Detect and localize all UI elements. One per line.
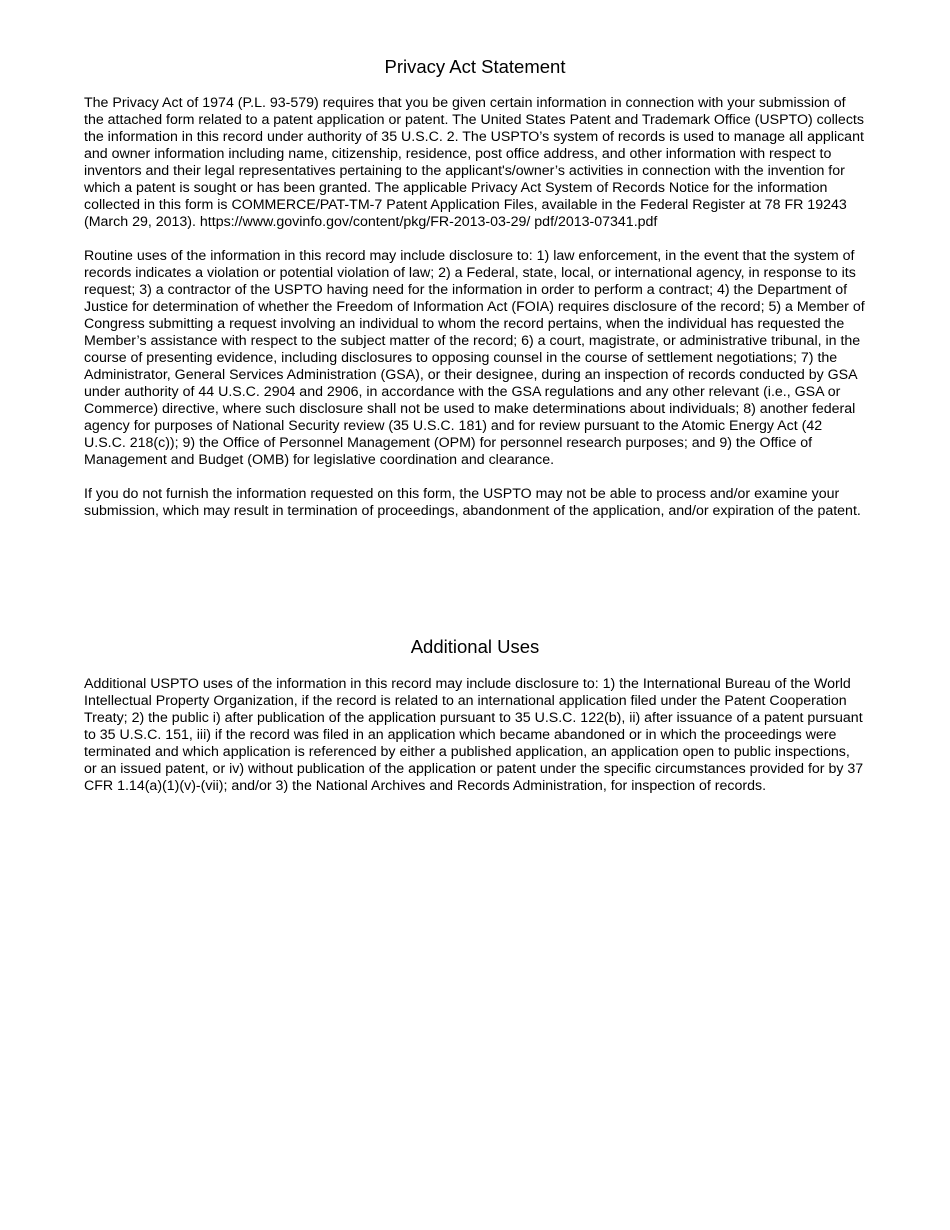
privacy-act-body: [84, 95, 866, 537]
privacy-paragraph-3: If you do not furnish the information requested on this form, the USPTO may not be able to process and/or examine your submission, which may result in termination of proceedings, abandonment of the application, and/or expiration of the patent.: [84, 486, 861, 519]
privacy-paragraph-2: Routine uses of the information in this record may include disclosure to: 1) law enforcement, in the event that the system of records indicates a violation or potential violation of law; 2) a Federal, state, local, or international agency, in response to its request; 3) a contractor of the USPTO having need for the information in order to perform a contract; 4) the Department of Justice for determination of whether the Freedom of Information Act (FOIA) requires disclosure of the record; 5) a Member of Congress submitting a request involving an individual to whom the record pertains, when the individual has requested the Member’s assistance with respect to the subject matter of the record; 6) a court, magistrate, or administrative tribunal, in the course of presenting evidence, including disclosures to opposing counsel in the course of settlement negotiations; 7) the Administrator, General Services Administration (GSA), or their designee, during an inspection of records conducted by GSA under authority of 44 U.S.C. 2904 and 2906, in accordance with the GSA regulations and any other relevant (i.e., GSA or Commerce) directive, where such disclosure shall not be used to make determinations about individuals; 8) another federal agency for purposes of National Security review (35 U.S.C. 181) and for review pursuant to the Atomic Energy Act (42 U.S.C. 218(c)); 9) the Office of Personnel Management (OPM) for personnel research purposes; and 9) the Office of Management and Budget (OMB) for legislative coordination and clearance.: [84, 248, 865, 468]
additional-uses-heading: Additional Uses: [410, 636, 540, 657]
privacy-act-heading: Privacy Act Statement: [384, 56, 566, 77]
additional-paragraph-1: Additional USPTO uses of the information in this record may include disclosure to: 1) the International Bureau of the World Intellectual Property Organization, if the record is related to an international application filed under the Patent Cooperation Treaty; 2) the public i) after publication of the application pursuant to 35 U.S.C. 122(b), ii) after issuance of a patent pursuant to 35 U.S.C. 151, iii) if the record was filed in an application which became abandoned or in which the proceedings were terminated and which application is referenced by either a published application, an application open to public inspections, or an issued patent, or iv) without publication of the application or patent under the specific circumstances provided for by 37 CFR 1.14(a)(1)(v)-(vii); and/or 3) the National Archives and Records Administration, for inspection of records.: [84, 676, 864, 794]
privacy-paragraph-1: The Privacy Act of 1974 (P.L. 93-579) requires that you be given certain information in connection with your submission of the attached form related to a patent application or patent. The United States Patent and Trademark Office (USPTO) collects the information in this record under authority of 35 U.S.C. 2. The USPTO’s system of records is used to manage all applicant and owner information including name, citizenship, residence, post office address, and other information with respect to inventors and their legal representatives pertaining to the applicant's/owner’s activities in connection with the invention for which a patent is sought or has been granted. The applicable Privacy Act System of Records Notice for the information collected in this form is COMMERCE/PAT-TM-7 Patent Application Files, available in the Federal Register at 78 FR 19243 (March 29, 2013). https://www.govinfo.gov/content/pkg/FR-2013-03-29/ pdf/2013-07341.pdf: [84, 95, 864, 230]
additional-uses-body: [84, 676, 866, 795]
